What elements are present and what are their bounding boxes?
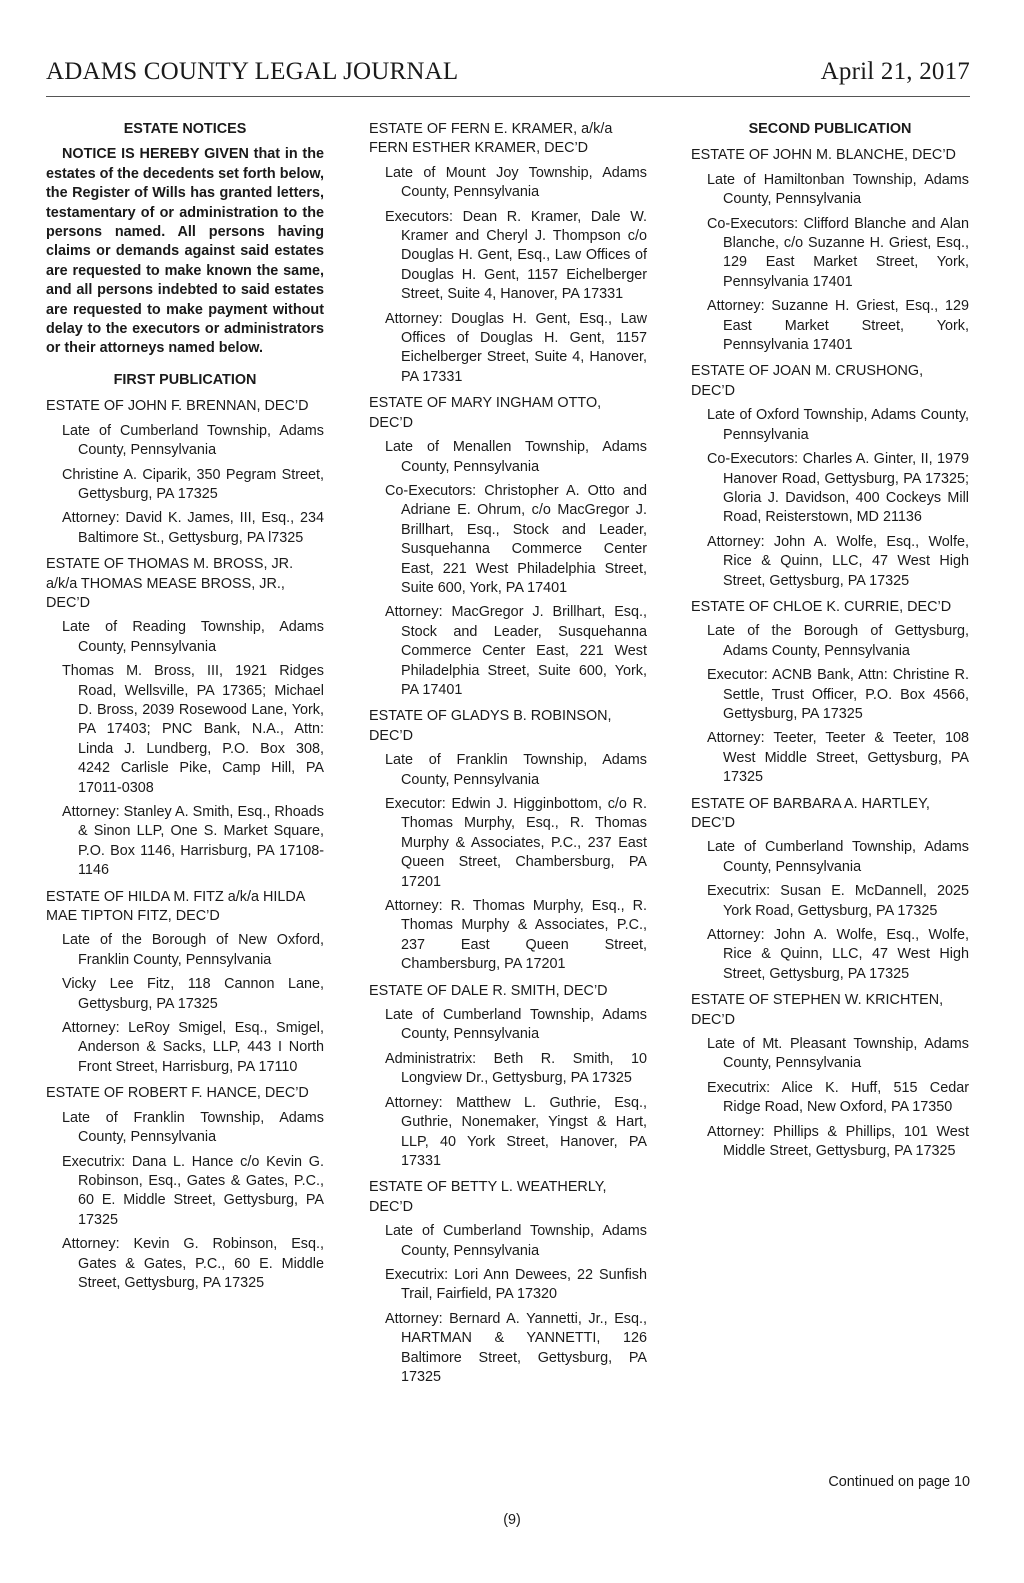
- estate-title: ESTATE OF JOAN M. CRUSHONG, DEC’D: [691, 363, 924, 399]
- estate-residence: Late of Franklin Township, Adams County, Pennsylvania: [62, 1109, 324, 1146]
- estate-attorney: Attorney: Stanley A. Smith, Esq., Rhoads & Sinon LLP, One S. Market Square, P.O. Box 1146, Harrisburg, PA 17108-1146: [62, 804, 324, 879]
- estate-attorney: Attorney: R. Thomas Murphy, Esq., R. Thomas Murphy & Associates, P.C., 237 East Queen Street, Chambersburg, PA 17201: [385, 898, 647, 973]
- estate-attorney: Attorney: Suzanne H. Griest, Esq., 129 East Market Street, York, Pennsylvania 17401: [707, 298, 969, 354]
- estate-representative: Administratrix: Beth R. Smith, 10 Longview Dr., Gettysburg, PA 17325: [385, 1050, 647, 1087]
- estate-representative: Executrix: Susan E. McDannell, 2025 York Road, Gettysburg, PA 17325: [707, 883, 969, 919]
- continued-note: Continued on page 10: [828, 1474, 970, 1490]
- estate-title: ESTATE OF BARBARA A. HARTLEY, DEC’D: [691, 795, 930, 831]
- journal-title: ADAMS COUNTY LEGAL JOURNAL: [46, 58, 459, 85]
- estate-residence: Late of Cumberland Township, Adams County, Pennsylvania: [62, 422, 324, 459]
- estate-representative: Christine A. Ciparik, 350 Pegram Street, Gettysburg, PA 17325: [62, 466, 324, 502]
- estate-title: ESTATE OF JOHN M. BLANCHE, DEC’D: [691, 147, 956, 164]
- estate-notice: [46, 888, 324, 1078]
- estate-representative: Executrix: Lori Ann Dewees, 22 Sunfish Trail, Fairfield, PA 17320: [385, 1266, 647, 1303]
- estate-attorney: Attorney: Bernard A. Yannetti, Jr., Esq., HARTMAN & YANNETTI, 126 Baltimore Street, Gettysburg, PA 17325: [385, 1310, 647, 1385]
- notice-intro: NOTICE IS HEREBY GIVEN that in the estates of the decedents set forth below, the Register of Wills has granted letters, testamentary of or administration to the persons named. All persons having claims or demands against said estates are requested to make known the same, and all persons indebted to said estates are requested to make payment without delay to the executors or administrators or their attorneys named below.: [46, 146, 324, 357]
- estate-title: ESTATE OF BETTY L. WEATHERLY, DEC’D: [369, 1179, 607, 1215]
- estate-representative: Thomas M. Bross, III, 1921 Ridges Road, Wellsville, PA 17365; Michael D. Bross, 2039 Rosewood Lane, York, PA 17403; PNC Bank, N.A., Attn: Linda J. Lundberg, P.O. Box 308, 4242 Carlisle Pike, Camp Hill, PA 17011-0308: [62, 663, 324, 796]
- estate-residence: Late of the Borough of Gettysburg, Adams County, Pennsylvania: [707, 623, 969, 659]
- estate-title: ESTATE OF FERN E. KRAMER, a/k/a FERN ESTHER KRAMER, DEC’D: [369, 121, 613, 157]
- estate-title: ESTATE OF DALE R. SMITH, DEC’D: [369, 982, 608, 999]
- estate-title: ESTATE OF JOHN F. BRENNAN, DEC’D: [46, 398, 309, 415]
- estate-residence: Late of Oxford Township, Adams County, Pennsylvania: [707, 407, 969, 443]
- estate-title: ESTATE OF CHLOE K. CURRIE, DEC’D: [691, 598, 952, 615]
- estate-attorney: Attorney: John A. Wolfe, Esq., Wolfe, Rice & Quinn, LLC, 47 West High Street, Gettysburg, PA 17325: [707, 927, 969, 982]
- estate-notice: [46, 1084, 324, 1293]
- estate-residence: Late of Mt. Pleasant Township, Adams County, Pennsylvania: [707, 1036, 969, 1072]
- estate-attorney: Attorney: LeRoy Smigel, Esq., Smigel, Anderson & Sacks, LLP, 443 I North Front Street, Harrisburg, PA 17110: [62, 1020, 324, 1075]
- estate-representative: Executrix: Alice K. Huff, 515 Cedar Ridge Road, New Oxford, PA 17350: [707, 1079, 969, 1116]
- estate-title: ESTATE OF MARY INGHAM OTTO, DEC’D: [369, 395, 602, 431]
- page-header: [46, 58, 970, 97]
- section-title: ESTATE NOTICES: [123, 121, 247, 137]
- estate-title: ESTATE OF THOMAS M. BROSS, JR. a/k/a THOMAS MEASE BROSS, JR., DEC’D: [46, 556, 294, 611]
- estate-attorney: Attorney: Phillips & Phillips, 101 West Middle Street, Gettysburg, PA 17325: [707, 1123, 969, 1160]
- column-1: [46, 120, 324, 1298]
- estate-title: ESTATE OF HILDA M. FITZ a/k/a HILDA MAE TIPTON FITZ, DEC’D: [46, 888, 305, 925]
- estate-attorney: Attorney: David K. James, III, Esq., 234 Baltimore St., Gettysburg, PA l7325: [62, 510, 324, 546]
- estate-representative: Executors: Dean R. Kramer, Dale W. Kramer and Cheryl J. Thompson c/o Douglas H. Gent, Esq., Law Offices of Douglas H. Gent, 1157 Eichelberger Street, Suite 4, Hanover, PA 17331: [385, 208, 647, 303]
- estate-representative: Co-Executors: Charles A. Ginter, II, 1979 Hanover Road, Gettysburg, PA 17325; Gloria J. Davidson, 400 Cockeys Mill Road, Reisterstown, MD 21136: [707, 451, 969, 526]
- estate-notice: [46, 555, 324, 881]
- estate-residence: Late of Reading Township, Adams County, Pennsylvania: [62, 619, 324, 655]
- estate-attorney: Attorney: Kevin G. Robinson, Esq., Gates & Gates, P.C., 60 E. Middle Street, Gettysburg, PA 17325: [62, 1236, 324, 1291]
- estate-attorney: Attorney: Matthew L. Guthrie, Esq., Guthrie, Nonemaker, Yingst & Hart, LLP, 40 York Street, Hanover, PA 17331: [385, 1094, 647, 1169]
- estate-residence: Late of Cumberland Township, Adams County, Pennsylvania: [385, 1223, 647, 1259]
- estate-representative: Co-Executors: Christopher A. Otto and Adriane E. Ohrum, c/o MacGregor J. Brillhart, Esq., Stock and Leader, Susquehanna Commerce Center East, 221 West Philadelphia Street, Suite 600, York, PA 17401: [385, 482, 647, 596]
- estate-attorney: Attorney: Teeter, Teeter & Teeter, 108 West Middle Street, Gettysburg, PA 17325: [707, 730, 969, 786]
- issue-date: April 21, 2017: [820, 58, 970, 85]
- estate-attorney: Attorney: John A. Wolfe, Esq., Wolfe, Rice & Quinn, LLC, 47 West High Street, Gettysburg, PA 17325: [707, 533, 969, 589]
- estate-residence: Late of the Borough of New Oxford, Franklin County, Pennsylvania: [62, 932, 324, 968]
- estate-title: ESTATE OF STEPHEN W. KRICHTEN, DEC’D: [691, 992, 944, 1028]
- estate-attorney: Attorney: MacGregor J. Brillhart, Esq., Stock and Leader, Susquehanna Commerce Center East, 221 West Philadelphia Street, Suite 600, York, PA 17401: [385, 604, 647, 698]
- estate-attorney: Attorney: Douglas H. Gent, Esq., Law Offices of Douglas H. Gent, 1157 Eichelberger Street, Suite 4, Hanover, PA 17331: [385, 310, 647, 385]
- estate-representative: Executrix: Dana L. Hance c/o Kevin G. Robinson, Esq., Gates & Gates, P.C., 60 E. Middle Street, Gettysburg, PA 17325: [62, 1153, 324, 1228]
- estate-residence: Late of Cumberland Township, Adams County, Pennsylvania: [707, 839, 969, 875]
- estate-representative: Executor: Edwin J. Higginbottom, c/o R. Thomas Murphy, Esq., R. Thomas Murphy & Associates, P.C., 237 East Queen Street, Chambersburg, PA 17201: [385, 796, 647, 890]
- estate-notice: [46, 397, 324, 548]
- first-publication-heading: FIRST PUBLICATION: [113, 371, 257, 388]
- estate-title: ESTATE OF GLADYS B. ROBINSON, DEC’D: [369, 708, 612, 744]
- estate-residence: Late of Cumberland Township, Adams County, Pennsylvania: [385, 1007, 647, 1043]
- page-number: (9): [503, 1512, 521, 1528]
- estate-title: ESTATE OF ROBERT F. HANCE, DEC’D: [46, 1085, 309, 1102]
- column-2: [369, 120, 647, 1392]
- estate-representative: Executor: ACNB Bank, Attn: Christine R. Settle, Trust Officer, P.O. Box 4566, Gettysburg, PA 17325: [707, 667, 969, 722]
- column-3: [691, 120, 969, 1167]
- estate-residence: Late of Hamiltonban Township, Adams County, Pennsylvania: [707, 171, 969, 208]
- estate-residence: Late of Franklin Township, Adams County, Pennsylvania: [385, 752, 647, 788]
- estate-residence: Late of Mount Joy Township, Adams County, Pennsylvania: [385, 164, 647, 201]
- estate-residence: Late of Menallen Township, Adams County, Pennsylvania: [385, 439, 647, 475]
- second-publication-heading: SECOND PUBLICATION: [748, 121, 912, 137]
- estate-representative: Co-Executors: Clifford Blanche and Alan Blanche, c/o Suzanne H. Griest, Esq., 129 East Market Street, York, Pennsylvania 17401: [707, 215, 969, 290]
- estate-representative: Vicky Lee Fitz, 118 Cannon Lane, Gettysburg, PA 17325: [62, 976, 324, 1012]
